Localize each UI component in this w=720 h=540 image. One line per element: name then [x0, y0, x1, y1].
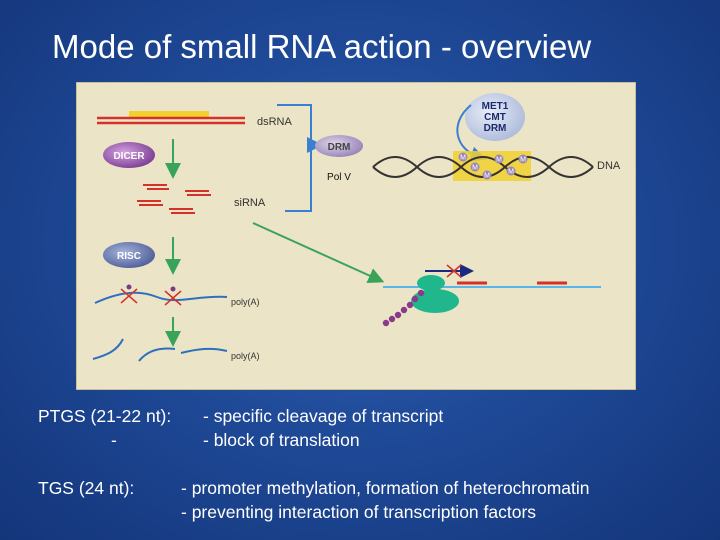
drm-oval-label: DRM — [327, 142, 351, 153]
sirna-duplexes — [137, 185, 211, 213]
drm-label: DRM — [483, 123, 507, 134]
arrow-to-translation — [253, 223, 377, 279]
svg-text:M: M — [460, 154, 466, 162]
dsrna-label: dsRNA — [257, 116, 292, 128]
sirna-label: siRNA — [234, 197, 266, 209]
dicer-label: DICER — [113, 151, 145, 162]
svg-text:M: M — [496, 156, 502, 164]
svg-text:M: M — [520, 156, 526, 164]
ptgs-effect-2: - block of translation — [203, 430, 360, 450]
svg-text:M: M — [484, 172, 490, 180]
ptgs-dash: - — [111, 430, 117, 450]
cmt-label: CMT — [484, 112, 506, 123]
ribosome-small-subunit — [417, 275, 445, 291]
risc-label: RISC — [117, 251, 141, 262]
target-mrna — [95, 293, 227, 303]
small-rna-pathway-diagram — [76, 82, 636, 390]
tgs-label: TGS (24 nt): — [38, 478, 135, 498]
mrna-fragment-1 — [93, 339, 123, 359]
diagram-canvas — [77, 83, 635, 389]
mrna-fragment-3 — [181, 349, 227, 353]
slide-title: Mode of small RNA action - overview — [52, 28, 592, 65]
mrna-fragment-2 — [139, 349, 175, 362]
cleavage-site-2 — [165, 287, 181, 306]
met1-label: MET1 — [481, 101, 509, 112]
tgs-effect-1: - promoter methylation, formation of heterochromatin — [181, 478, 590, 498]
svg-text:M: M — [508, 168, 514, 176]
dsrna-duplex — [97, 111, 245, 123]
tgs-effect-2: - preventing interaction of transcription factors — [181, 502, 537, 522]
ptgs-label: PTGS (21-22 nt): — [38, 406, 172, 426]
dna-label: DNA — [597, 160, 621, 172]
polya-label-2: poly(A) — [231, 351, 260, 361]
pol-v-label: Pol V — [327, 172, 351, 183]
svg-text:M: M — [472, 164, 478, 172]
ptgs-effect-1: - specific cleavage of transcript — [203, 406, 444, 426]
polya-label-1: poly(A) — [231, 297, 260, 307]
